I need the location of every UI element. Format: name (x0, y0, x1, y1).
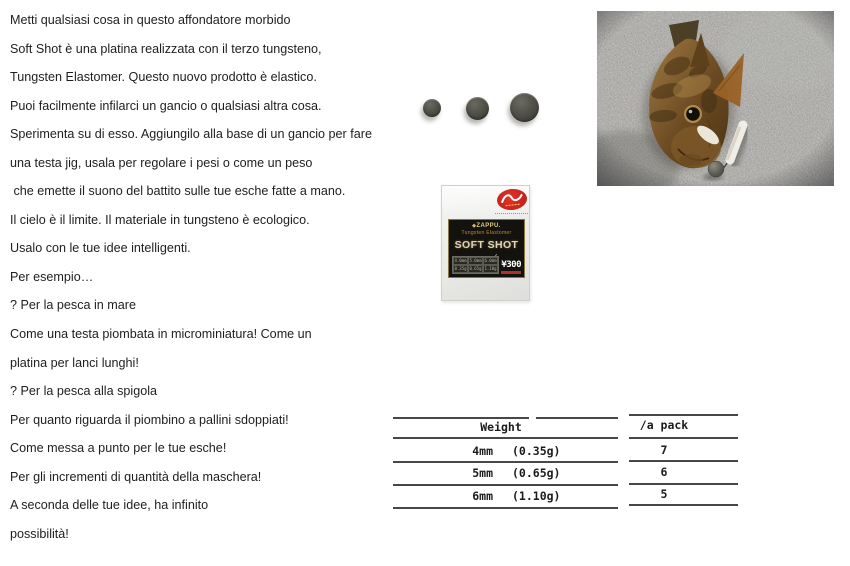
mini-weight: 0.65g (469, 266, 482, 271)
table-rule (393, 507, 618, 509)
jig-ball (708, 161, 724, 177)
label-bottom-row (452, 256, 521, 274)
description-line: Tungsten Elastomer. Questo nuovo prodotto è elastico. (10, 70, 317, 85)
pack-cell: 5 (660, 487, 668, 501)
shot-ball-small (423, 99, 441, 117)
description-line: A seconda delle tue idee, ha infinito (10, 498, 209, 513)
table-rule (536, 417, 618, 419)
package-label (448, 219, 525, 278)
weight-column-header: Weight (480, 420, 522, 434)
pack-cell: 6 (660, 465, 668, 479)
description-line: Come messa a punto per le tue esche! (10, 441, 227, 456)
product-name: SOFT SHOT (454, 239, 519, 251)
description-line: ? Per la pesca alla spigola (10, 384, 158, 399)
description-line: Per quanto riguarda il piombino a pallini sdoppiati! (10, 412, 289, 427)
pack-cell: 7 (660, 443, 668, 457)
description-line: una testa jig, usala per regolare i pesi o come un peso (10, 155, 313, 170)
eye (686, 107, 700, 121)
mini-size: 6.0mm (484, 258, 497, 263)
table-rule (629, 414, 738, 416)
table-rule (393, 417, 529, 419)
description-line: che emette il suono del battito sulle tue esche fatte a mano. (10, 184, 346, 199)
size-cell: 6mm (472, 489, 493, 503)
mini-weight: 1.10g (484, 266, 497, 271)
shot-ball-large (510, 93, 539, 122)
mini-size: 5.0mm (469, 258, 482, 263)
table-rule (629, 460, 738, 462)
brand-row (449, 223, 524, 229)
brand-sticker (496, 187, 528, 211)
description-line: Soft Shot è una platina realizzata con il terzo tungsteno, (10, 41, 322, 56)
table-rule (393, 461, 618, 463)
description-line: Usalo con le tue idee intelligenti. (10, 241, 191, 256)
description-line: Sperimenta su di esso. Aggiungilo alla base di un gancio per fare (10, 127, 372, 142)
description-line: Come una testa piombata in microminiatura! Come un (10, 327, 312, 342)
label-mini-table (452, 256, 499, 274)
mini-weight: 0.35g (454, 266, 467, 271)
weight-cell: (1.10g) (512, 489, 561, 503)
description-line: ? Per la pesca in mare (10, 298, 136, 313)
price-label: ¥300 (501, 260, 521, 270)
description-block (10, 6, 410, 548)
table-rule (629, 437, 738, 439)
price-tax-smudge (501, 271, 521, 274)
table-rule (393, 437, 618, 439)
description-line: Puoi facilmente infilarci un gancio o qualsiasi altra cosa. (10, 98, 322, 113)
product-package-photo (441, 185, 530, 301)
fish-photo (597, 11, 834, 186)
table-rule (629, 504, 738, 506)
pack-column-header: /a pack (639, 418, 689, 432)
brand-name: ZAPPU. (476, 223, 501, 229)
description-line: Per esempio… (10, 269, 94, 284)
price-block (501, 260, 521, 274)
table-rule (393, 484, 618, 486)
weight-cell: (0.65g) (512, 466, 561, 480)
table-rule (629, 483, 738, 485)
size-cell: 4mm (472, 444, 493, 458)
description-line: platina per lanci lunghi! (10, 355, 139, 370)
size-cell: 5mm (472, 466, 493, 480)
description-line: Per gli incrementi di quantità della maschera! (10, 469, 262, 484)
mini-size: 4.0mm (454, 258, 467, 263)
sticker-script-icon (496, 187, 528, 211)
description-line: Metti qualsiasi cosa in questo affondatore morbido (10, 13, 291, 27)
zappu-logo-icon: ◆ (472, 223, 477, 229)
label-subtitle: Tungsten Elastomer (461, 230, 512, 236)
sticker-caption-line (495, 213, 528, 214)
shot-ball-medium (466, 97, 489, 120)
description-line: Il cielo è il limite. Il materiale in tungsteno è ecologico. (10, 212, 310, 227)
weight-cell: (0.35g) (512, 444, 561, 458)
description-line: possibilità! (10, 526, 69, 541)
